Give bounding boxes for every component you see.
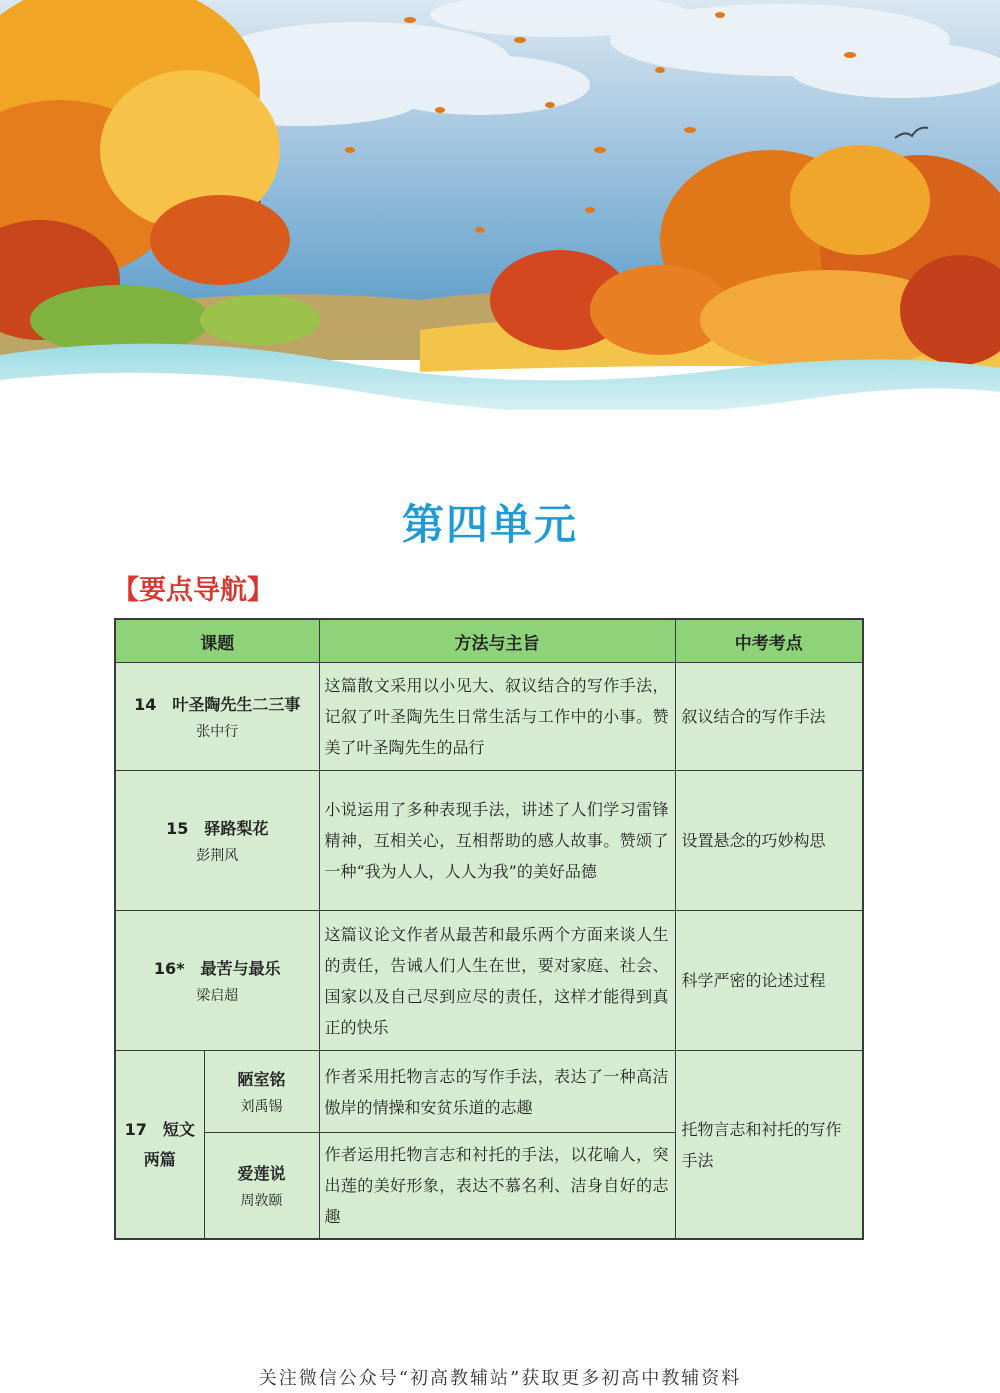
lesson-title: 14 叶圣陶先生二三事 (134, 695, 301, 714)
footer-promo-text: 关注微信公众号“初高教辅站”获取更多初高中教辅资料 (258, 1368, 742, 1389)
focus-cell: 科学严密的论述过程 (675, 911, 863, 1051)
lesson-author: 彭荆风 (196, 848, 239, 864)
lesson-author: 周敦颐 (240, 1193, 283, 1209)
group-label-line1: 17 短文 (124, 1119, 195, 1139)
lesson-title: 陋室铭 (237, 1070, 286, 1089)
header-focus: 中考考点 (675, 619, 863, 663)
unit-title: 第四单元 (401, 500, 578, 549)
method-cell: 这篇议论文作者从最苦和最乐两个方面来谈人生的责任，告诫人们人生在世，要对家庭、社会、国家以及自己尽到应尽的责任，这样才能得到真正的快乐 (319, 911, 675, 1051)
method-cell: 小说运用了多种表现手法，讲述了人们学习雷锋精神，互相关心，互相帮助的感人故事。赞颂了一种“我为人人，人人为我”的美好品德 (319, 771, 675, 911)
lesson-author: 梁启超 (196, 988, 239, 1004)
lesson-author: 张中行 (196, 724, 239, 740)
table-row (115, 663, 863, 771)
group-label-line2: 两篇 (143, 1149, 176, 1169)
lesson-cell (115, 911, 319, 1051)
key-points-table (114, 618, 864, 1240)
lesson-author: 刘禹锡 (240, 1099, 283, 1115)
table-row (115, 1051, 863, 1133)
lesson-cell (115, 771, 319, 911)
lesson-title: 15 驿路梨花 (166, 819, 269, 838)
group-label-cell (115, 1051, 204, 1240)
lesson-cell (115, 663, 319, 771)
table-row (115, 911, 863, 1051)
autumn-banner-illustration (0, 0, 1000, 460)
lesson-cell (204, 1133, 319, 1240)
method-cell: 作者运用托物言志和衬托的手法，以花喻人，突出莲的美好形象，表达不慕名利、洁身自好的志趣 (319, 1133, 675, 1240)
focus-cell: 设置悬念的巧妙构思 (675, 771, 863, 911)
lesson-title: 爱莲说 (237, 1164, 286, 1183)
method-cell: 作者采用托物言志的写作手法，表达了一种高洁傲岸的情操和安贫乐道的志趣 (319, 1051, 675, 1133)
focus-cell: 托物言志和衬托的写作手法 (675, 1051, 863, 1240)
lesson-title: 16* 最苦与最乐 (153, 959, 281, 978)
table-header-row (115, 619, 863, 663)
lesson-cell (204, 1051, 319, 1133)
header-method: 方法与主旨 (319, 619, 675, 663)
header-lesson: 课题 (115, 619, 319, 663)
focus-cell: 叙议结合的写作手法 (675, 663, 863, 771)
section-heading: 【要点导航】 (112, 575, 274, 606)
method-cell: 这篇散文采用以小见大、叙议结合的写作手法，记叙了叶圣陶先生日常生活与工作中的小事。赞美了叶圣陶先生的品行 (319, 663, 675, 771)
table-row (115, 771, 863, 911)
